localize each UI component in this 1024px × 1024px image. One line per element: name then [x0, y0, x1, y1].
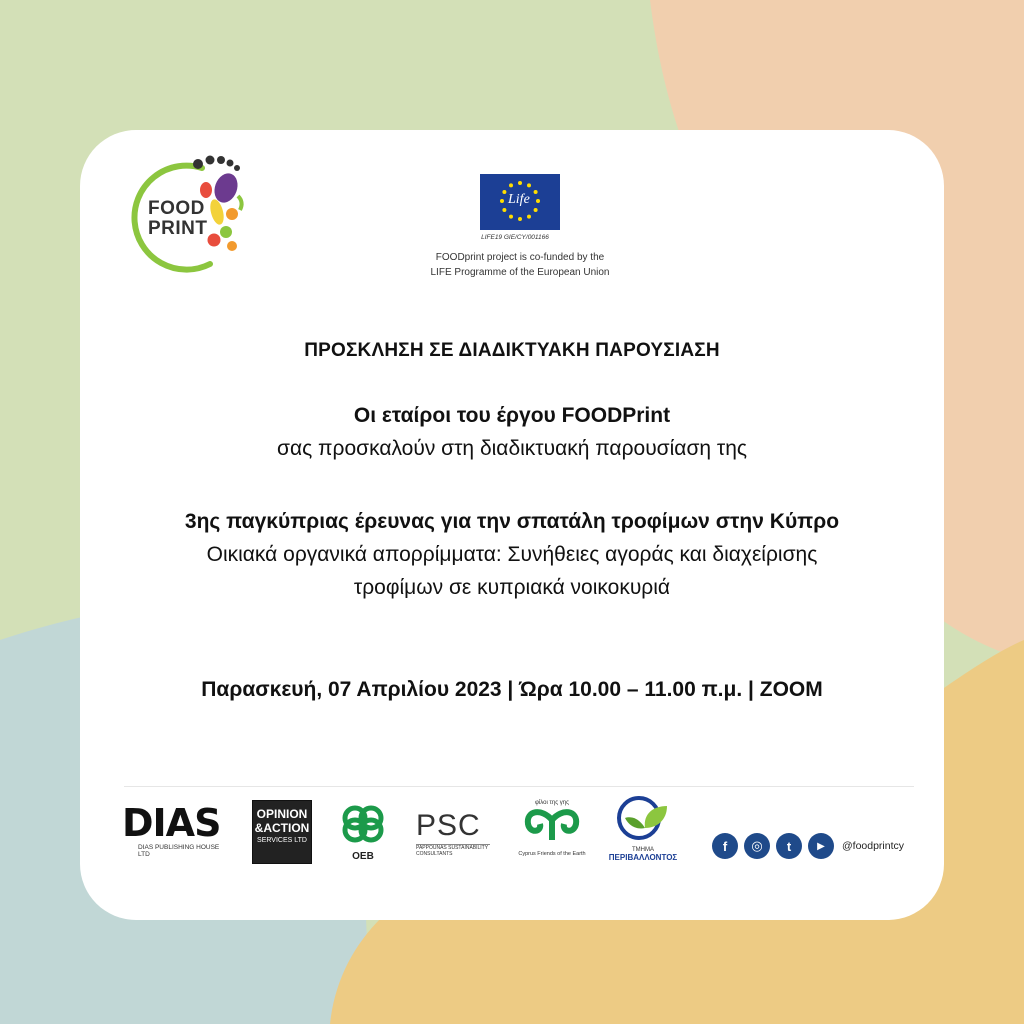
perivallontos-text: ΠΕΡΙΒΑΛΛΟΝΤΟΣ — [608, 853, 678, 862]
youtube-icon[interactable]: ▶ — [808, 833, 834, 859]
eu-life-logo — [480, 174, 560, 230]
tmima-text: ΤΜΗΜΑ — [632, 847, 654, 853]
oeb-knot-icon — [337, 802, 389, 846]
eu-caption-line1: FOODprint project is co-funded by the — [435, 252, 605, 263]
eu-caption-line2: LIFE Programme of the European Union — [430, 267, 610, 278]
life-project-code: LIFE19 GIE/CY/001166 — [481, 234, 549, 241]
invitation-card — [80, 130, 944, 920]
survey-subtitle-line2: τροφίμων σε κυπριακά νοικοκυριά — [353, 576, 671, 599]
oeb-logo — [334, 802, 392, 864]
psc-text: PSC — [416, 809, 481, 842]
survey-title: 3ης παγκύπριας έρευνας για την σπατάλη τροφίμων στην Κύπρο — [184, 510, 840, 533]
leaf-circle-icon — [615, 794, 671, 842]
social-links — [712, 833, 904, 859]
invitation-title: ΠΡΟΣΚΛΗΣΗ ΣΕ ΔΙΑΔΙΚΤΥΑΚΗ ΠΑΡΟΥΣΙΑΣΗ — [304, 340, 720, 361]
twitter-icon[interactable]: t — [776, 833, 802, 859]
ram-horns-icon — [522, 806, 582, 846]
logo-food-text: FOOD — [148, 198, 205, 219]
divider — [124, 786, 914, 787]
social-handle[interactable]: @foodprintcy — [842, 840, 905, 852]
logo-print-text: PRINT — [148, 218, 208, 239]
foodprint-logo — [114, 154, 254, 278]
dias-mark: DIAS — [122, 801, 221, 845]
event-date-time: Παρασκευή, 07 Απριλίου 2023 | Ώρα 10.00 – 11.00 π.μ. | ZOOM — [201, 678, 823, 701]
friends-of-earth-logo — [516, 800, 588, 868]
psc-logo — [416, 810, 506, 860]
partners-line: Οι εταίροι του έργου FOODPrint — [353, 404, 671, 427]
friends-bottom-text: Cyprus Friends of the Earth — [518, 851, 586, 857]
action-text: &ACTION — [254, 821, 310, 835]
eu-cofunding-caption — [380, 250, 660, 280]
opinion-text: OPINION — [256, 807, 308, 821]
dias-logo — [122, 802, 222, 864]
tmima-perivallontos-logo — [602, 794, 684, 870]
friends-top-text: φίλοι της γης — [535, 800, 569, 806]
invite-line: σας προσκαλούν στη διαδικτυακή παρουσίαση της — [276, 437, 748, 460]
life-flag-text: Life — [508, 192, 530, 207]
opinion-action-logo — [252, 800, 312, 864]
instagram-icon[interactable]: ◎ — [744, 833, 770, 859]
services-text: SERVICES LTD — [257, 837, 307, 844]
facebook-icon[interactable]: f — [712, 833, 738, 859]
dias-caption: DIAS PUBLISHING HOUSE LTD — [138, 844, 220, 858]
survey-subtitle-line1: Οικιακά οργανικά απορρίμματα: Συνήθειες αγοράς και διαχείρισης — [206, 543, 818, 566]
oeb-text: OEB — [352, 851, 374, 862]
psc-caption-line2: CONSULTANTS — [416, 851, 453, 857]
psc-caption-line1: PAPPOUNAS SUSTAINABILITY — [416, 845, 489, 851]
